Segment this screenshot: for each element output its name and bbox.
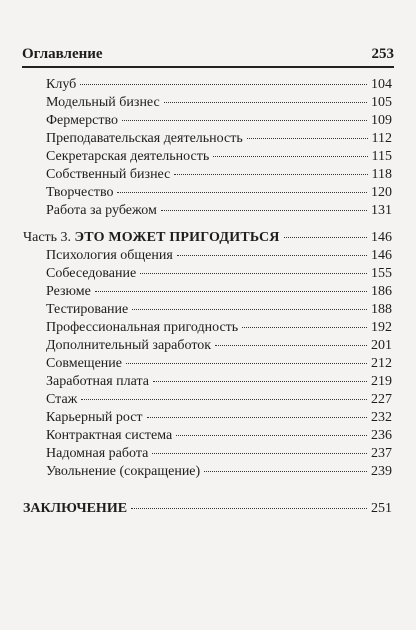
toc-entry-page: 251	[371, 501, 392, 516]
toc-conclusion	[23, 497, 392, 515]
toc-entry-page: 188	[371, 302, 392, 317]
toc-entry-page: 155	[371, 266, 392, 281]
toc-entry-page: 105	[371, 95, 392, 110]
dot-leader	[247, 124, 368, 139]
dot-leader	[147, 403, 367, 418]
toc-entry-page: 236	[371, 428, 392, 443]
header-page-number: 253	[371, 46, 394, 62]
toc-entry-label: Резюме	[46, 284, 91, 299]
toc-entry-page: 239	[371, 464, 392, 479]
toc-entry-page: 219	[371, 374, 392, 389]
toc-entry-label: Собеседование	[46, 266, 137, 281]
toc-entry-page: 120	[371, 185, 392, 200]
toc-entry-label: Заработная плата	[46, 374, 149, 389]
dot-leader	[140, 259, 367, 274]
toc-entry-page: 237	[371, 446, 392, 461]
dot-leader	[81, 385, 367, 400]
toc-entry-label: Тестирование	[46, 302, 129, 317]
toc-entry-label: Совмещение	[46, 356, 122, 371]
dot-leader	[117, 178, 367, 193]
toc-entry	[46, 199, 392, 217]
toc-entry-label: Секретарская деятельность	[46, 149, 210, 164]
dot-leader	[132, 295, 367, 310]
dot-leader	[164, 88, 367, 103]
dot-leader	[80, 70, 367, 85]
toc-entry-label: Творчество	[46, 185, 114, 200]
toc-entry-page: 192	[371, 320, 392, 335]
toc-entry-page: 232	[371, 410, 392, 425]
toc-entry-label: ЗАКЛЮЧЕНИЕ	[23, 501, 128, 516]
header-title: Оглавление	[22, 46, 103, 62]
toc-entry	[46, 460, 392, 478]
part-prefix: Часть 3.	[23, 230, 72, 245]
toc-entry-label: Собственный бизнес	[46, 167, 171, 182]
dot-leader	[152, 439, 367, 454]
dot-leader	[174, 160, 367, 175]
toc-entry-page: 104	[371, 77, 392, 92]
dot-leader	[95, 277, 367, 292]
toc-entry-label: Работа за рубежом	[46, 203, 157, 218]
toc-entry-label: Дополнительный заработок	[46, 338, 212, 353]
dot-leader	[242, 313, 367, 328]
toc-entry-page: 115	[371, 149, 392, 164]
toc-entry-label: Стаж	[46, 392, 78, 407]
dot-leader	[131, 494, 367, 509]
header-rule	[22, 66, 394, 68]
toc-entry-page: 227	[371, 392, 392, 407]
dot-leader	[153, 367, 367, 382]
toc-entry-label: Профессиональная пригодность	[46, 320, 239, 335]
dot-leader	[126, 349, 367, 364]
toc-entry-page: 201	[371, 338, 392, 353]
running-header	[22, 46, 394, 68]
part-title: ЭТО МОЖЕТ ПРИГОДИТЬСЯ	[74, 230, 280, 245]
dot-leader	[122, 106, 367, 121]
toc-entry-label: Контрактная система	[46, 428, 173, 443]
toc-entry-page: 112	[371, 131, 392, 146]
toc-entry-page: 212	[371, 356, 392, 371]
toc-entry-label: Модельный бизнес	[46, 95, 160, 110]
toc-entry-page: 186	[371, 284, 392, 299]
dot-leader	[204, 457, 367, 472]
toc-entry-label: Увольнение (сокращение)	[46, 464, 201, 479]
toc-entry-label: Карьерный рост	[46, 410, 143, 425]
toc-entry-label: Психология общения	[46, 248, 173, 263]
dot-leader	[161, 196, 367, 211]
toc-entry-page: 109	[371, 113, 392, 128]
toc-entry-label: Клуб	[46, 77, 77, 92]
toc-entry-label: Фермерство	[46, 113, 118, 128]
dot-leader	[213, 142, 367, 157]
dot-leader	[177, 241, 367, 256]
toc-entry-page: 146	[371, 230, 392, 245]
toc-entry-label: Преподавательская деятельность	[46, 131, 243, 146]
toc-entry-page: 146	[371, 248, 392, 263]
toc-entry-page: 118	[371, 167, 392, 182]
toc-entry-label: Надомная работа	[46, 446, 149, 461]
dot-leader	[215, 331, 367, 346]
dot-leader	[284, 223, 367, 238]
dot-leader	[176, 421, 367, 436]
toc-entry-page: 131	[371, 203, 392, 218]
